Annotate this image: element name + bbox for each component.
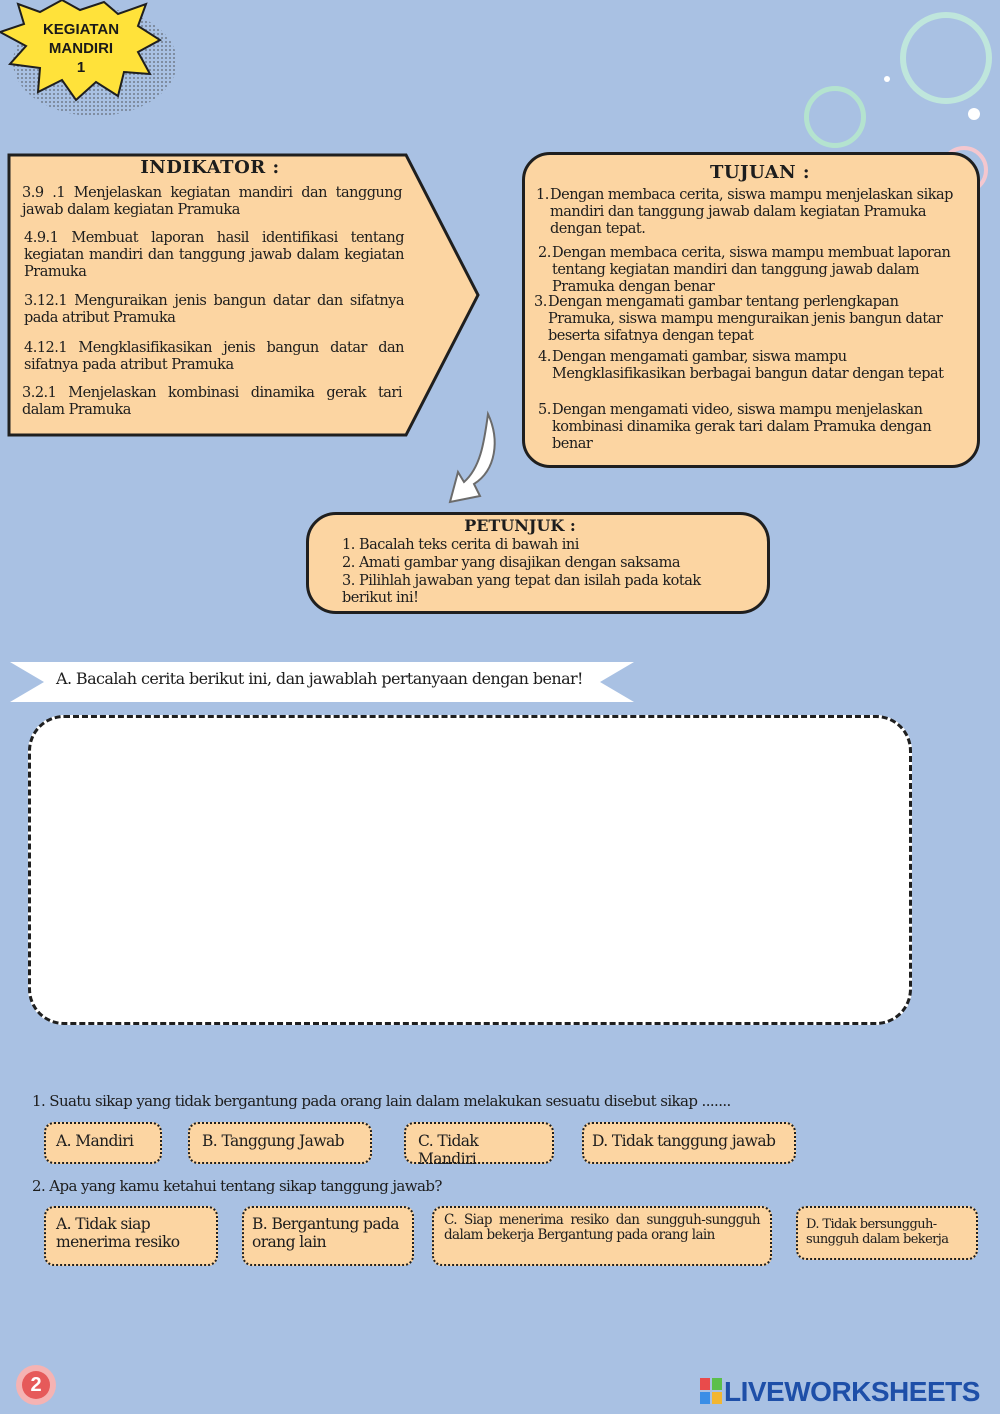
question-2-option-d[interactable] — [796, 1206, 978, 1260]
indikator-item: 4.9.1 Membuat laporan hasil identifikasi tentang kegiatan mandiri dan tanggung jawab dalam kegiatan Pramuka — [24, 230, 404, 280]
indikator-item: 3.9 .1 Menjelaskan kegiatan mandiri dan tanggung jawab dalam kegiatan Pramuka — [22, 185, 402, 218]
decor-dot-small — [884, 76, 890, 82]
badge-line-1: KEGIATAN — [42, 21, 120, 38]
tujuan-item-text: Dengan mengamati video, siswa mampu menjelaskan kombinasi dinamika gerak tari dalam Pramuka dengan benar — [552, 402, 932, 452]
option-label: A. Tidak siap menerima resiko — [56, 1215, 180, 1251]
tujuan-title: TUJUAN : — [709, 162, 811, 183]
tujuan-item-text: Dengan membaca cerita, siswa mampu membuat laporan tentang kegiatan mandiri dan tanggung jawab dalam Pramuka dengan benar — [552, 245, 951, 295]
option-label: B. Tanggung Jawab — [202, 1132, 344, 1150]
tujuan-item-number: 1. — [536, 187, 549, 203]
question-2-text: 2. Apa yang kamu ketahui tentang sikap tanggung jawab? — [32, 1177, 442, 1195]
decor-ring-large — [900, 12, 992, 104]
tujuan-item-number: 3. — [534, 294, 547, 310]
page-number: 2 — [22, 1371, 50, 1399]
option-label: D. Tidak tanggung jawab — [592, 1132, 776, 1150]
tujuan-item — [538, 349, 964, 383]
option-label: B. Bergantung pada orang lain — [252, 1215, 399, 1251]
tujuan-item-number: 4. — [538, 349, 551, 365]
badge-line-2: MANDIRI — [48, 40, 114, 57]
tujuan-item — [534, 294, 958, 345]
indikator-item: 3.12.1 Menguraikan jenis bangun datar dan sifatnya pada atribut Pramuka — [24, 293, 404, 326]
question-2-option-a[interactable] — [44, 1206, 218, 1266]
question-1-option-d[interactable] — [582, 1122, 796, 1164]
section-a-title: A. Bacalah cerita berikut ini, dan jawablah pertanyaan dengan benar! — [56, 669, 583, 688]
option-label: D. Tidak bersungguh-sungguh dalam bekerja — [806, 1217, 949, 1247]
tujuan-item — [538, 245, 974, 296]
story-box — [28, 715, 912, 1025]
indikator-title: INDIKATOR : — [140, 157, 280, 178]
petunjuk-title: PETUNJUK : — [464, 516, 576, 535]
option-label: C. Tidak Mandiri — [418, 1132, 479, 1168]
indikator-item: 3.2.1 Menjelaskan kombinasi dinamika gerak tari dalam Pramuka — [22, 385, 402, 418]
question-2-option-c[interactable] — [432, 1206, 772, 1266]
question-1-option-a[interactable] — [44, 1122, 162, 1164]
question-1-option-c[interactable] — [404, 1122, 554, 1168]
decor-dot — [968, 108, 980, 120]
indikator-item: 4.12.1 Mengklasifikasikan jenis bangun datar dan sifatnya pada atribut Pramuka — [24, 340, 404, 373]
question-1-option-b[interactable] — [188, 1122, 372, 1164]
tujuan-item-number: 2. — [538, 245, 551, 261]
option-label: A. Mandiri — [56, 1132, 134, 1150]
tujuan-item — [538, 402, 968, 453]
badge-line-3: 1 — [76, 59, 86, 76]
badge-label — [22, 20, 140, 77]
petunjuk-item: 1. Bacalah teks cerita di bawah ini — [342, 537, 579, 553]
tujuan-item — [536, 187, 962, 238]
decor-ring-small — [804, 86, 866, 148]
curved-arrow-icon — [440, 410, 520, 510]
tujuan-item-text: Dengan membaca cerita, siswa mampu menjelaskan sikap mandiri dan tanggung jawab dalam kegiatan Pramuka dengan tepat. — [550, 187, 953, 237]
petunjuk-item: 2. Amati gambar yang disajikan dengan saksama — [342, 555, 681, 571]
tujuan-item-text: Dengan mengamati gambar tentang perlengkapan Pramuka, siswa mampu menguraikan jenis bangun datar beserta sifatnya dengan tepat — [548, 294, 943, 344]
option-label: C. Siap menerima resiko dan sungguh-sungguh dalam bekerja Bergantung pada orang lain — [444, 1212, 760, 1243]
tujuan-item-text: Dengan mengamati gambar, siswa mampu Mengklasifikasikan berbagai bangun datar dengan tepat — [552, 349, 944, 382]
tujuan-item-number: 5. — [538, 402, 551, 418]
question-2-option-b[interactable] — [242, 1206, 414, 1266]
question-1-text: 1. Suatu sikap yang tidak bergantung pada orang lain dalam melakukan sesuatu disebut sikap ....... — [32, 1092, 731, 1110]
petunjuk-item: 3. Pilihlah jawaban yang tepat dan isilah pada kotak berikut ini! — [342, 573, 701, 606]
liveworksheets-brand: LIVEWORKSHEETS — [724, 1376, 980, 1407]
liveworksheets-logo-icon — [700, 1378, 722, 1404]
